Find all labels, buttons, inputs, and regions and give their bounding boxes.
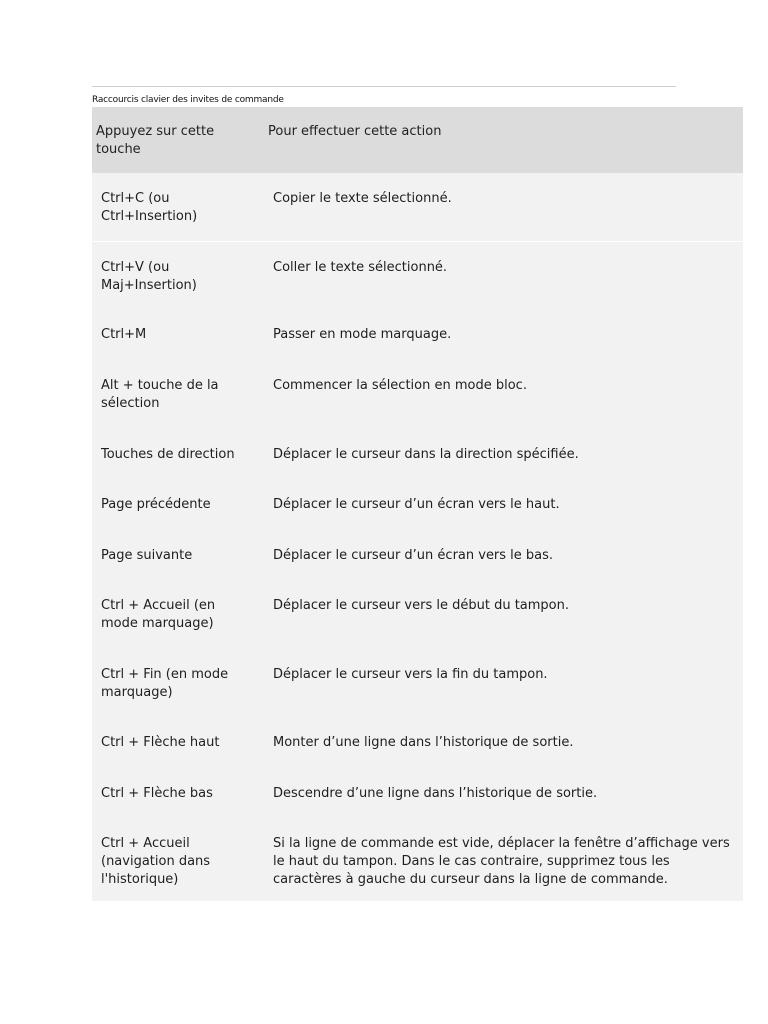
column-header-key: Appuyez sur cette touche (92, 107, 263, 173)
table-row (92, 479, 743, 530)
shortcut-action-cell: Monter d’une ligne dans l’historique de sortie. (263, 717, 743, 768)
shortcut-action-cell: Déplacer le curseur vers la fin du tampon. (263, 649, 743, 717)
table-row (92, 717, 743, 768)
top-divider (92, 86, 676, 87)
shortcut-key-cell: Ctrl + Accueil (navigation dans l'historique) (92, 818, 263, 901)
table-row (92, 360, 743, 429)
shortcut-key-cell: Ctrl+C (ou Ctrl+Insertion) (92, 173, 263, 241)
table-row (92, 429, 743, 479)
shortcut-action-cell: Commencer la sélection en mode bloc. (263, 360, 743, 429)
table-header-row (92, 107, 743, 173)
shortcut-key-cell: Page suivante (92, 530, 263, 580)
shortcut-key-cell: Ctrl + Accueil (en mode marquage) (92, 580, 263, 649)
shortcut-key-cell: Ctrl + Flèche bas (92, 768, 263, 818)
table-row (92, 818, 743, 901)
shortcut-key-cell: Page précédente (92, 479, 263, 530)
table-row (92, 530, 743, 580)
table-row (92, 649, 743, 717)
shortcut-action-cell: Copier le texte sélectionné. (263, 173, 743, 241)
shortcut-key-cell: Ctrl+V (ou Maj+Insertion) (92, 241, 263, 309)
shortcut-action-cell: Descendre d’une ligne dans l’historique de sortie. (263, 768, 743, 818)
shortcut-key-cell: Ctrl + Fin (en mode marquage) (92, 649, 263, 717)
shortcut-action-cell: Coller le texte sélectionné. (263, 241, 743, 309)
table-row (92, 768, 743, 818)
shortcut-key-cell: Touches de direction (92, 429, 263, 479)
shortcuts-table (92, 107, 743, 901)
shortcut-key-cell: Ctrl + Flèche haut (92, 717, 263, 768)
table-row (92, 309, 743, 360)
shortcut-key-cell: Alt + touche de la sélection (92, 360, 263, 429)
shortcut-action-cell: Déplacer le curseur d’un écran vers le haut. (263, 479, 743, 530)
shortcut-action-cell: Déplacer le curseur vers le début du tampon. (263, 580, 743, 649)
column-header-action: Pour effectuer cette action (263, 107, 743, 173)
shortcut-action-cell: Passer en mode marquage. (263, 309, 743, 360)
shortcut-action-cell: Déplacer le curseur d’un écran vers le bas. (263, 530, 743, 580)
shortcut-action-cell: Déplacer le curseur dans la direction spécifiée. (263, 429, 743, 479)
table-caption: Raccourcis clavier des invites de commande (92, 95, 284, 105)
shortcut-action-cell: Si la ligne de commande est vide, déplacer la fenêtre d’affichage vers le haut du tampon. Dans le cas contraire, supprimez tous les caractères à gauche du curseur dans la ligne de commande. (263, 818, 743, 901)
table-row (92, 173, 743, 241)
table-row (92, 241, 743, 309)
table-row (92, 580, 743, 649)
shortcut-key-cell: Ctrl+M (92, 309, 263, 360)
